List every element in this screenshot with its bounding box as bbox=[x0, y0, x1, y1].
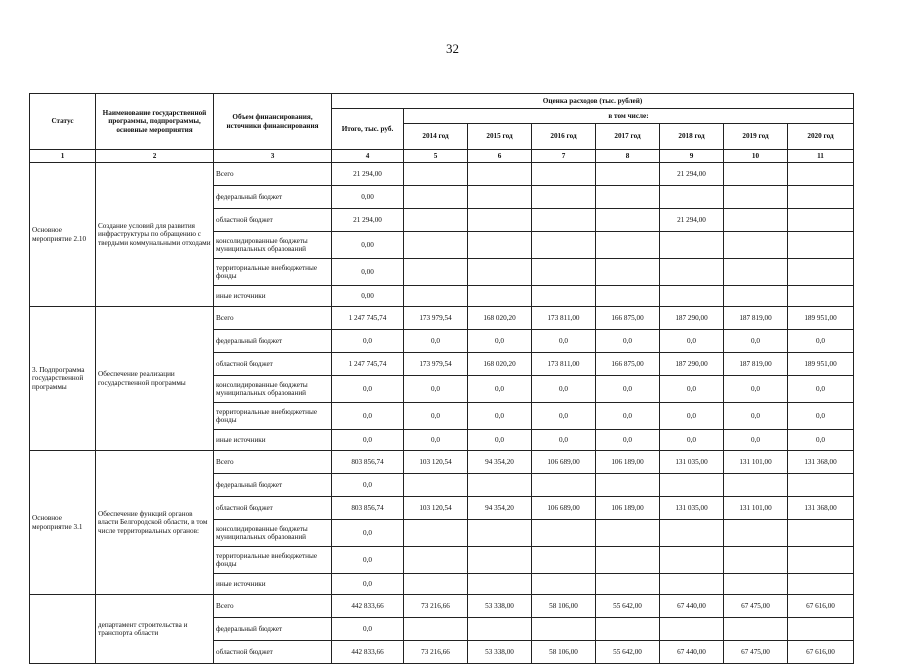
total-value: 0,00 bbox=[332, 259, 404, 286]
funding-source: Всего bbox=[214, 163, 332, 186]
year-value bbox=[788, 574, 854, 595]
column-number: 1 bbox=[30, 150, 96, 163]
year-value bbox=[596, 186, 660, 209]
year-value: 67 475,00 bbox=[724, 595, 788, 618]
year-value: 0,0 bbox=[532, 430, 596, 451]
year-value bbox=[788, 618, 854, 641]
year-value: 103 120,54 bbox=[404, 451, 468, 474]
total-value: 0,0 bbox=[332, 376, 404, 403]
year-value bbox=[660, 474, 724, 497]
year-value bbox=[724, 286, 788, 307]
year-value bbox=[532, 186, 596, 209]
year-value bbox=[788, 286, 854, 307]
year-value: 187 290,00 bbox=[660, 353, 724, 376]
year-value bbox=[660, 618, 724, 641]
table-row bbox=[30, 595, 854, 618]
year-value: 187 819,00 bbox=[724, 353, 788, 376]
year-value: 58 106,00 bbox=[532, 641, 596, 664]
funding-source: территориальные внебюджетные фонды bbox=[214, 403, 332, 430]
year-value bbox=[788, 232, 854, 259]
year-value: 0,0 bbox=[724, 430, 788, 451]
year-value bbox=[468, 209, 532, 232]
row-status bbox=[30, 595, 96, 664]
year-value: 0,0 bbox=[724, 330, 788, 353]
year-value: 0,0 bbox=[788, 430, 854, 451]
year-value: 0,0 bbox=[468, 330, 532, 353]
total-value: 0,00 bbox=[332, 232, 404, 259]
year-value bbox=[660, 186, 724, 209]
year-value bbox=[724, 186, 788, 209]
year-value bbox=[724, 163, 788, 186]
total-value: 0,0 bbox=[332, 520, 404, 547]
year-value bbox=[724, 259, 788, 286]
year-value: 0,0 bbox=[660, 430, 724, 451]
funding-source: консолидированные бюджеты муниципальных образований bbox=[214, 520, 332, 547]
year-value bbox=[404, 286, 468, 307]
year-value bbox=[724, 520, 788, 547]
total-value: 0,00 bbox=[332, 186, 404, 209]
column-number: 7 bbox=[532, 150, 596, 163]
year-value: 0,0 bbox=[468, 403, 532, 430]
funding-source: консолидированные бюджеты муниципальных образований bbox=[214, 232, 332, 259]
year-value bbox=[596, 574, 660, 595]
year-value bbox=[468, 186, 532, 209]
funding-source: консолидированные бюджеты муниципальных образований bbox=[214, 376, 332, 403]
year-value: 53 338,00 bbox=[468, 641, 532, 664]
year-value bbox=[596, 286, 660, 307]
total-value: 0,0 bbox=[332, 430, 404, 451]
row-status: Основное мероприятие 2.10 bbox=[30, 163, 96, 307]
total-value: 0,0 bbox=[332, 330, 404, 353]
year-value bbox=[788, 547, 854, 574]
year-value bbox=[532, 574, 596, 595]
year-value: 0,0 bbox=[788, 403, 854, 430]
year-value bbox=[404, 259, 468, 286]
year-value bbox=[468, 618, 532, 641]
year-value: 173 979,54 bbox=[404, 353, 468, 376]
year-value: 21 294,00 bbox=[660, 163, 724, 186]
row-program-name: Обеспечение реализации государственной программы bbox=[96, 307, 214, 451]
year-value: 0,0 bbox=[660, 403, 724, 430]
column-number: 2 bbox=[96, 150, 214, 163]
year-value: 0,0 bbox=[404, 330, 468, 353]
year-value bbox=[788, 474, 854, 497]
year-value: 0,0 bbox=[660, 330, 724, 353]
header-funding: Объем финансирования, источники финансирования bbox=[214, 94, 332, 150]
year-value: 131 368,00 bbox=[788, 451, 854, 474]
total-value: 0,0 bbox=[332, 474, 404, 497]
row-status: 3. Подпрограмма государственной программы bbox=[30, 307, 96, 451]
year-value bbox=[468, 474, 532, 497]
year-value bbox=[468, 286, 532, 307]
year-value bbox=[724, 618, 788, 641]
total-value: 21 294,00 bbox=[332, 163, 404, 186]
total-value: 0,00 bbox=[332, 286, 404, 307]
year-value bbox=[724, 209, 788, 232]
year-value: 0,0 bbox=[532, 376, 596, 403]
year-value bbox=[596, 520, 660, 547]
header-status: Статус bbox=[30, 94, 96, 150]
total-value: 1 247 745,74 bbox=[332, 353, 404, 376]
year-value bbox=[404, 520, 468, 547]
year-value: 94 354,20 bbox=[468, 497, 532, 520]
year-value: 0,0 bbox=[404, 403, 468, 430]
year-value: 94 354,20 bbox=[468, 451, 532, 474]
row-program-name: департамент строительства и транспорта области bbox=[96, 595, 214, 664]
year-value bbox=[660, 259, 724, 286]
year-value: 0,0 bbox=[724, 376, 788, 403]
year-value: 0,0 bbox=[788, 376, 854, 403]
header-year: 2015 год bbox=[468, 124, 532, 150]
year-value bbox=[468, 574, 532, 595]
year-value bbox=[468, 520, 532, 547]
year-value: 0,0 bbox=[404, 376, 468, 403]
year-value bbox=[788, 259, 854, 286]
year-value: 67 475,00 bbox=[724, 641, 788, 664]
year-value: 187 819,00 bbox=[724, 307, 788, 330]
funding-source: федеральный бюджет bbox=[214, 618, 332, 641]
column-number: 6 bbox=[468, 150, 532, 163]
year-value: 106 189,00 bbox=[596, 451, 660, 474]
year-value bbox=[532, 163, 596, 186]
total-value: 442 833,66 bbox=[332, 595, 404, 618]
year-value bbox=[660, 547, 724, 574]
year-value bbox=[788, 209, 854, 232]
year-value: 55 642,00 bbox=[596, 595, 660, 618]
funding-source: областной бюджет bbox=[214, 497, 332, 520]
year-value: 131 035,00 bbox=[660, 497, 724, 520]
year-value bbox=[724, 474, 788, 497]
year-value bbox=[404, 232, 468, 259]
year-value bbox=[596, 618, 660, 641]
year-value: 0,0 bbox=[596, 376, 660, 403]
year-value bbox=[468, 232, 532, 259]
year-value: 131 101,00 bbox=[724, 497, 788, 520]
year-value: 0,0 bbox=[468, 430, 532, 451]
year-value bbox=[596, 232, 660, 259]
year-value: 173 811,00 bbox=[532, 353, 596, 376]
year-value bbox=[724, 574, 788, 595]
year-value bbox=[532, 547, 596, 574]
year-value bbox=[660, 520, 724, 547]
year-value: 173 811,00 bbox=[532, 307, 596, 330]
year-value bbox=[596, 547, 660, 574]
year-value bbox=[468, 163, 532, 186]
header-year: 2020 год bbox=[788, 124, 854, 150]
funding-source: иные источники bbox=[214, 430, 332, 451]
year-value: 73 216,66 bbox=[404, 641, 468, 664]
year-value: 131 035,00 bbox=[660, 451, 724, 474]
year-value bbox=[468, 259, 532, 286]
year-value: 166 875,00 bbox=[596, 353, 660, 376]
year-value bbox=[660, 286, 724, 307]
year-value: 67 440,00 bbox=[660, 641, 724, 664]
year-value: 0,0 bbox=[596, 430, 660, 451]
header-year: 2018 год bbox=[660, 124, 724, 150]
funding-source: областной бюджет bbox=[214, 353, 332, 376]
total-value: 1 247 745,74 bbox=[332, 307, 404, 330]
funding-source: иные источники bbox=[214, 574, 332, 595]
year-value bbox=[468, 547, 532, 574]
budget-table bbox=[29, 93, 854, 664]
table-row bbox=[30, 451, 854, 474]
column-number: 11 bbox=[788, 150, 854, 163]
column-number: 5 bbox=[404, 150, 468, 163]
year-value: 166 875,00 bbox=[596, 307, 660, 330]
year-value: 53 338,00 bbox=[468, 595, 532, 618]
year-value: 106 189,00 bbox=[596, 497, 660, 520]
total-value: 442 833,66 bbox=[332, 641, 404, 664]
funding-source: иные источники bbox=[214, 286, 332, 307]
year-value: 67 616,00 bbox=[788, 595, 854, 618]
total-value: 0,0 bbox=[332, 403, 404, 430]
year-value: 55 642,00 bbox=[596, 641, 660, 664]
table-row bbox=[30, 307, 854, 330]
header-year: 2014 год bbox=[404, 124, 468, 150]
year-value bbox=[532, 286, 596, 307]
total-value: 21 294,00 bbox=[332, 209, 404, 232]
year-value bbox=[788, 163, 854, 186]
year-value: 0,0 bbox=[724, 403, 788, 430]
funding-source: Всего bbox=[214, 595, 332, 618]
header-year: 2016 год bbox=[532, 124, 596, 150]
year-value bbox=[532, 520, 596, 547]
year-value bbox=[404, 163, 468, 186]
year-value: 58 106,00 bbox=[532, 595, 596, 618]
year-value: 189 951,00 bbox=[788, 353, 854, 376]
year-value bbox=[532, 259, 596, 286]
column-number: 3 bbox=[214, 150, 332, 163]
year-value: 106 689,00 bbox=[532, 451, 596, 474]
year-value: 103 120,54 bbox=[404, 497, 468, 520]
year-value: 0,0 bbox=[596, 403, 660, 430]
header-year: 2017 год bbox=[596, 124, 660, 150]
year-value bbox=[724, 547, 788, 574]
year-value: 106 689,00 bbox=[532, 497, 596, 520]
year-value bbox=[532, 618, 596, 641]
year-value bbox=[404, 474, 468, 497]
table-row bbox=[30, 163, 854, 186]
year-value: 168 020,20 bbox=[468, 307, 532, 330]
year-value bbox=[404, 618, 468, 641]
year-value: 0,0 bbox=[788, 330, 854, 353]
year-value bbox=[404, 574, 468, 595]
year-value: 0,0 bbox=[404, 430, 468, 451]
year-value bbox=[404, 186, 468, 209]
year-value: 21 294,00 bbox=[660, 209, 724, 232]
year-value bbox=[596, 259, 660, 286]
year-value: 189 951,00 bbox=[788, 307, 854, 330]
header-estimate: Оценка расходов (тыс. рублей) bbox=[332, 94, 854, 109]
funding-source: территориальные внебюджетные фонды bbox=[214, 547, 332, 574]
funding-source: федеральный бюджет bbox=[214, 330, 332, 353]
funding-source: федеральный бюджет bbox=[214, 474, 332, 497]
year-value: 0,0 bbox=[532, 403, 596, 430]
year-value bbox=[532, 232, 596, 259]
total-value: 803 856,74 bbox=[332, 497, 404, 520]
row-program-name: Создание условий для развития инфраструктуры по обращению с твердыми коммунальными отходами bbox=[96, 163, 214, 307]
year-value bbox=[596, 163, 660, 186]
year-value: 0,0 bbox=[596, 330, 660, 353]
year-value bbox=[532, 474, 596, 497]
year-value: 173 979,54 bbox=[404, 307, 468, 330]
row-program-name: Обеспечение функций органов власти Белгородской области, в том числе территориальных органов: bbox=[96, 451, 214, 595]
year-value: 0,0 bbox=[468, 376, 532, 403]
year-value bbox=[596, 474, 660, 497]
total-value: 0,0 bbox=[332, 547, 404, 574]
year-value bbox=[724, 232, 788, 259]
funding-source: Всего bbox=[214, 307, 332, 330]
column-number: 9 bbox=[660, 150, 724, 163]
year-value: 0,0 bbox=[532, 330, 596, 353]
year-value bbox=[596, 209, 660, 232]
total-value: 0,0 bbox=[332, 574, 404, 595]
year-value: 187 290,00 bbox=[660, 307, 724, 330]
funding-source: федеральный бюджет bbox=[214, 186, 332, 209]
funding-source: областной бюджет bbox=[214, 641, 332, 664]
table-body bbox=[30, 163, 854, 664]
year-value: 0,0 bbox=[660, 376, 724, 403]
total-value: 803 856,74 bbox=[332, 451, 404, 474]
year-value: 168 020,20 bbox=[468, 353, 532, 376]
row-status: Основное мероприятие 3.1 bbox=[30, 451, 96, 595]
year-value: 73 216,66 bbox=[404, 595, 468, 618]
year-value bbox=[660, 232, 724, 259]
column-number: 8 bbox=[596, 150, 660, 163]
year-value bbox=[532, 209, 596, 232]
year-value: 67 440,00 bbox=[660, 595, 724, 618]
year-value: 131 368,00 bbox=[788, 497, 854, 520]
funding-source: территориальные внебюджетные фонды bbox=[214, 259, 332, 286]
header-total: Итого, тыс. руб. bbox=[332, 109, 404, 150]
page-number: 32 bbox=[446, 41, 459, 56]
year-value bbox=[660, 574, 724, 595]
year-value bbox=[404, 209, 468, 232]
year-value: 131 101,00 bbox=[724, 451, 788, 474]
header-including: в том числе: bbox=[404, 109, 854, 124]
column-number: 4 bbox=[332, 150, 404, 163]
year-value: 67 616,00 bbox=[788, 641, 854, 664]
year-value bbox=[404, 547, 468, 574]
header-year: 2019 год bbox=[724, 124, 788, 150]
year-value bbox=[788, 520, 854, 547]
funding-source: Всего bbox=[214, 451, 332, 474]
column-number: 10 bbox=[724, 150, 788, 163]
funding-source: областной бюджет bbox=[214, 209, 332, 232]
year-value bbox=[788, 186, 854, 209]
total-value: 0,0 bbox=[332, 618, 404, 641]
header-name: Наименование государственной программы, подпрограммы, основные мероприятия bbox=[96, 94, 214, 150]
